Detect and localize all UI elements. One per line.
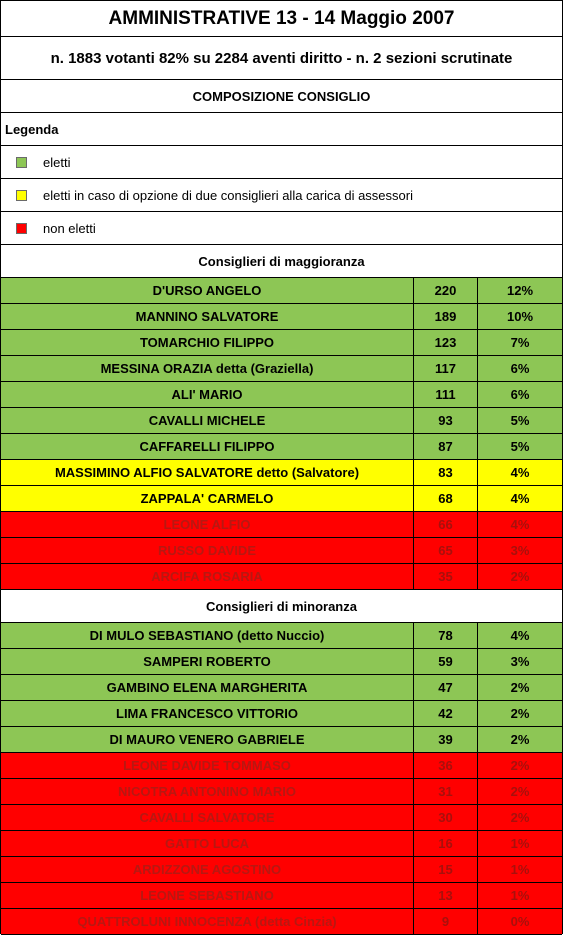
vote-percent: 1%: [510, 862, 530, 877]
candidate-name: DI MULO SEBASTIANO (detto Nuccio): [1, 623, 414, 648]
vote-count: 15: [414, 857, 478, 882]
table-row: [1, 460, 562, 486]
candidate-name: D'URSO ANGELO: [1, 278, 414, 303]
vote-percent: 2%: [510, 732, 530, 747]
vote-count: 47: [414, 675, 478, 700]
vote-percent: 4%: [510, 491, 530, 506]
vote-count: 39: [414, 727, 478, 752]
candidate-name: DI MAURO VENERO GABRIELE: [1, 727, 414, 752]
legend-title: Legenda: [1, 113, 562, 146]
legend-item-not-elected: [1, 212, 562, 245]
table-row: [1, 486, 562, 512]
vote-count: 117: [414, 356, 478, 381]
vote-percent: 2%: [510, 810, 530, 825]
table-row: [1, 512, 562, 538]
vote-count: 59: [414, 649, 478, 674]
vote-count: 9: [414, 909, 478, 934]
table-row: [1, 382, 562, 408]
green-swatch-icon: [16, 157, 27, 168]
candidate-name: MASSIMINO ALFIO SALVATORE detto (Salvatore): [1, 460, 414, 485]
vote-percent: 3%: [510, 654, 530, 669]
yellow-swatch-icon: [16, 190, 27, 201]
table-row: [1, 356, 562, 382]
table-row: [1, 434, 562, 460]
candidate-name: GATTO LUCA: [1, 831, 414, 856]
vote-percent: 4%: [510, 465, 530, 480]
table-row: [1, 831, 562, 857]
vote-percent: 6%: [510, 361, 530, 376]
table-row: [1, 278, 562, 304]
red-swatch-icon: [16, 223, 27, 234]
vote-count: 30: [414, 805, 478, 830]
vote-count: 111: [414, 382, 478, 407]
vote-count: 36: [414, 753, 478, 778]
candidate-name: CAFFARELLI FILIPPO: [1, 434, 414, 459]
candidate-name: SAMPERI ROBERTO: [1, 649, 414, 674]
vote-count: 189: [414, 304, 478, 329]
table-row: [1, 753, 562, 779]
legend-label: non eletti: [43, 220, 96, 236]
vote-percent: 5%: [510, 413, 530, 428]
page-title: AMMINISTRATIVE 13 - 14 Maggio 2007: [1, 1, 562, 37]
vote-percent: 2%: [510, 758, 530, 773]
vote-count: 123: [414, 330, 478, 355]
vote-percent: 1%: [510, 836, 530, 851]
composition-header: COMPOSIZIONE CONSIGLIO: [1, 80, 562, 113]
candidate-name: CAVALLI MICHELE: [1, 408, 414, 433]
vote-count: 65: [414, 538, 478, 563]
vote-count: 13: [414, 883, 478, 908]
candidate-name: LIMA FRANCESCO VITTORIO: [1, 701, 414, 726]
candidate-name: NICOTRA ANTONINO MARIO: [1, 779, 414, 804]
candidate-name: QUATTROLUNI INNOCENZA (detta Cinzia): [1, 909, 414, 934]
majority-header: Consiglieri di maggioranza: [1, 245, 562, 278]
table-row: [1, 330, 562, 356]
minority-header: Consiglieri di minoranza: [1, 590, 562, 623]
vote-percent: 0%: [510, 914, 530, 929]
vote-count: 42: [414, 701, 478, 726]
candidate-name: ALI' MARIO: [1, 382, 414, 407]
vote-percent: 3%: [510, 543, 530, 558]
vote-percent: 2%: [510, 784, 530, 799]
table-row: [1, 538, 562, 564]
vote-count: 66: [414, 512, 478, 537]
table-row: [1, 909, 562, 935]
table-row: [1, 701, 562, 727]
candidate-name: LEONE ALFIO: [1, 512, 414, 537]
candidate-name: LEONE SEBASTIANO: [1, 883, 414, 908]
table-row: [1, 857, 562, 883]
vote-count: 220: [414, 278, 478, 303]
candidate-name: ARCIFA ROSARIA: [1, 564, 414, 589]
vote-percent: 2%: [510, 706, 530, 721]
candidate-name: TOMARCHIO FILIPPO: [1, 330, 414, 355]
table-row: [1, 623, 562, 649]
table-row: [1, 675, 562, 701]
vote-percent: 2%: [510, 680, 530, 695]
legend-item-conditional: [1, 179, 562, 212]
candidate-name: RUSSO DAVIDE: [1, 538, 414, 563]
legend-label: eletti in caso di opzione di due consiglieri alla carica di assessori: [43, 187, 413, 203]
candidate-name: CAVALLI SALVATORE: [1, 805, 414, 830]
vote-percent: 4%: [510, 628, 530, 643]
table-row: [1, 649, 562, 675]
vote-count: 83: [414, 460, 478, 485]
table-row: [1, 564, 562, 590]
vote-percent: 7%: [510, 335, 530, 350]
vote-count: 31: [414, 779, 478, 804]
candidate-name: GAMBINO ELENA MARGHERITA: [1, 675, 414, 700]
table-row: [1, 727, 562, 753]
vote-count: 68: [414, 486, 478, 511]
candidate-name: MANNINO SALVATORE: [1, 304, 414, 329]
candidate-name: LEONE DAVIDE TOMMASO: [1, 753, 414, 778]
table-row: [1, 408, 562, 434]
vote-count: 87: [414, 434, 478, 459]
vote-count: 78: [414, 623, 478, 648]
vote-count: 16: [414, 831, 478, 856]
vote-count: 93: [414, 408, 478, 433]
vote-percent: 2%: [510, 569, 530, 584]
vote-percent: 6%: [510, 387, 530, 402]
vote-percent: 10%: [506, 309, 534, 324]
table-row: [1, 883, 562, 909]
legend-label: eletti: [43, 154, 71, 170]
legend-item-elected: [1, 146, 562, 179]
table-row: [1, 779, 562, 805]
candidate-name: ZAPPALA' CARMELO: [1, 486, 414, 511]
vote-percent: 4%: [510, 517, 530, 532]
candidate-name: MESSINA ORAZIA detta (Graziella): [1, 356, 414, 381]
turnout-summary: n. 1883 votanti 82% su 2284 aventi diritto - n. 2 sezioni scrutinate: [1, 37, 562, 80]
table-row: [1, 304, 562, 330]
table-row: [1, 805, 562, 831]
vote-percent: 5%: [510, 439, 530, 454]
vote-percent: 1%: [510, 888, 530, 903]
vote-percent: 12%: [506, 283, 534, 298]
candidate-name: ARDIZZONE AGOSTINO: [1, 857, 414, 882]
vote-count: 35: [414, 564, 478, 589]
